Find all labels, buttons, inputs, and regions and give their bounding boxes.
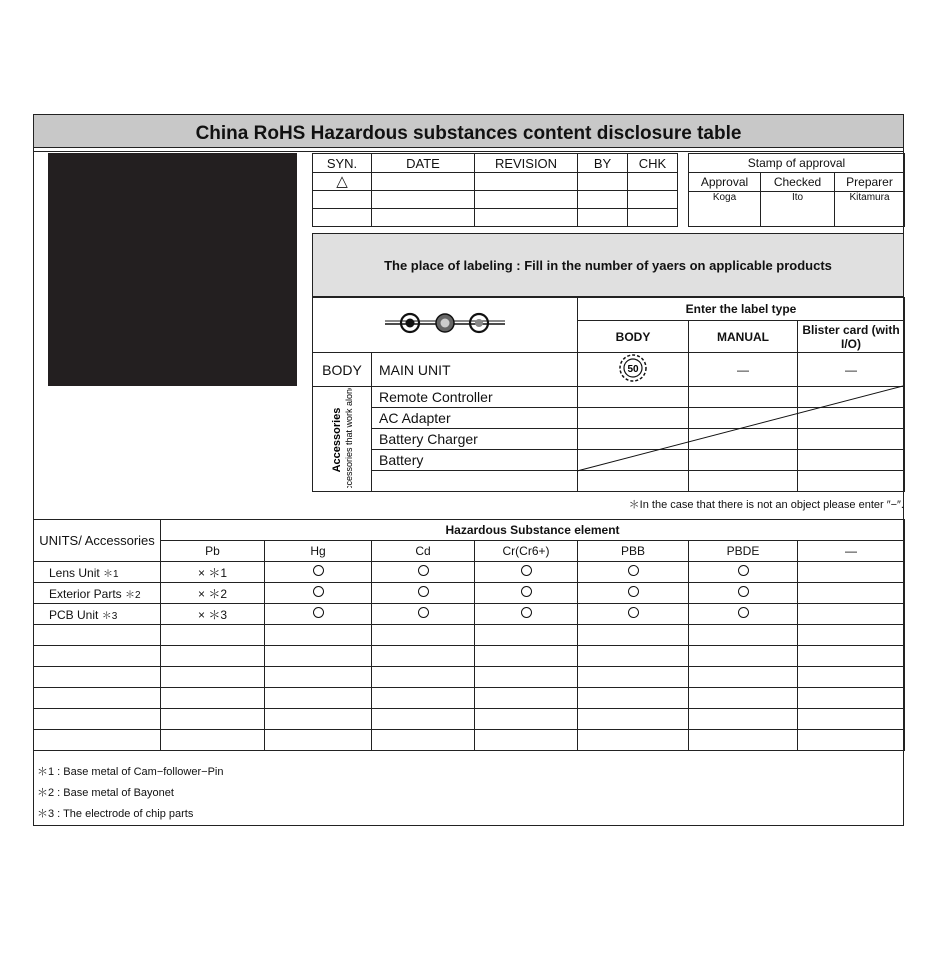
accessory-battery: Battery	[372, 450, 578, 471]
col-cr: Cr(Cr6+)	[475, 541, 578, 562]
epup-5-icon	[470, 314, 488, 332]
body-label-cell	[578, 353, 689, 387]
col-pbde: PBDE	[689, 541, 798, 562]
units-header: UNITS/ Accessories	[34, 520, 161, 562]
main-unit-label: MAIN UNIT	[372, 353, 578, 387]
page-title: China RoHS Hazardous substances content disclosure table	[33, 114, 904, 148]
circle-icon	[313, 586, 324, 597]
unit-lens-name: Lens Unit	[49, 565, 100, 580]
title-divider	[33, 148, 904, 152]
accessories-title: Accessories	[331, 407, 343, 472]
revision-table	[312, 153, 678, 227]
body-blister-cell: —	[798, 353, 905, 387]
pb-pcb: × ＊3	[161, 604, 265, 625]
table-row	[34, 688, 905, 709]
rev-header-syn: SYN.	[313, 154, 372, 173]
unit-lens-mark: ＊1	[103, 568, 119, 580]
circle-icon	[521, 565, 532, 576]
not-applicable-strike	[576, 385, 904, 473]
stamp-approval-name: Koga	[689, 192, 761, 227]
substance-group-header: Hazardous Substance element	[161, 520, 905, 541]
accessories-group-label	[313, 387, 372, 492]
footnote-3: ＊3 : The electrode of chip parts	[37, 808, 194, 820]
label-col-blister: Blister card (with I/O)	[798, 321, 905, 353]
circle-icon	[628, 586, 639, 597]
circle-icon	[418, 607, 429, 618]
unit-lens	[34, 562, 161, 583]
accessory-blank	[372, 471, 578, 492]
table-row	[34, 562, 905, 583]
stamp-preparer-name: Kitamura	[835, 192, 905, 227]
label-col-manual: MANUAL	[689, 321, 798, 353]
body-manual-cell: —	[689, 353, 798, 387]
col-pb: Pb	[161, 541, 265, 562]
table-row	[34, 604, 905, 625]
col-dash: —	[798, 541, 905, 562]
epup-e-icon	[401, 314, 419, 332]
table-row	[34, 730, 905, 751]
stamp-col-checked: Checked	[761, 173, 835, 192]
circle-icon	[521, 586, 532, 597]
col-pbb: PBB	[578, 541, 689, 562]
rev-header-chk: CHK	[628, 154, 678, 173]
labeling-instruction: The place of labeling : Fill in the number of yaers on applicable products	[312, 233, 904, 297]
revision-row	[313, 173, 678, 191]
footnote-1: ＊1 : Base metal of Cam−follower−Pin	[37, 766, 224, 778]
rev-header-by: BY	[578, 154, 628, 173]
pb-exterior: × ＊2	[161, 583, 265, 604]
revision-row	[313, 209, 678, 227]
epup-10-icon	[436, 314, 454, 332]
unit-pcb-name: PCB Unit	[49, 607, 99, 622]
label-type-header: Enter the label type	[578, 298, 905, 321]
circle-icon	[521, 607, 532, 618]
table-row	[34, 646, 905, 667]
stamp-title: Stamp of approval	[689, 154, 905, 173]
footnote-2: ＊2 : Base metal of Bayonet	[37, 787, 174, 799]
rev-header-revision: REVISION	[475, 154, 578, 173]
circle-icon	[738, 607, 749, 618]
stamp-of-approval	[688, 153, 905, 227]
revision-row	[313, 191, 678, 209]
accessories-subtitle: (Accessories that work alone)	[344, 387, 354, 488]
unit-exterior-mark: ＊2	[125, 589, 141, 601]
table-row	[34, 583, 905, 604]
circle-icon	[628, 607, 639, 618]
unit-exterior-name: Exterior Parts	[49, 586, 122, 601]
table-row	[34, 709, 905, 730]
circle-icon	[418, 565, 429, 576]
accessory-remote-controller: Remote Controller	[372, 387, 578, 408]
circle-icon	[313, 565, 324, 576]
col-cd: Cd	[372, 541, 475, 562]
accessories-vertical-label	[322, 388, 362, 488]
unit-pcb	[34, 604, 161, 625]
stamp-col-approval: Approval	[689, 173, 761, 192]
body-group-label: BODY	[313, 353, 372, 387]
epup-50-text: 50	[627, 364, 639, 375]
circle-icon	[628, 565, 639, 576]
product-photo-placeholder	[48, 153, 297, 386]
table-row	[34, 667, 905, 688]
rev-header-date: DATE	[372, 154, 475, 173]
epup-logo-row	[380, 311, 510, 337]
stamp-checked-name: Ito	[761, 192, 835, 227]
unit-exterior	[34, 583, 161, 604]
col-hg: Hg	[265, 541, 372, 562]
circle-icon	[738, 586, 749, 597]
epup-50-icon	[615, 353, 651, 383]
circle-icon	[418, 586, 429, 597]
label-col-body: BODY	[578, 321, 689, 353]
accessory-battery-charger: Battery Charger	[372, 429, 578, 450]
pb-lens: × ＊1	[161, 562, 265, 583]
circle-icon	[738, 565, 749, 576]
not-applicable-note: ＊In the case that there is not an object please enter ″−″.	[628, 499, 904, 511]
circle-icon	[313, 607, 324, 618]
epup-logo-group	[313, 298, 578, 353]
table-row	[34, 625, 905, 646]
unit-pcb-mark: ＊3	[101, 610, 118, 622]
triangle-icon: △	[313, 173, 372, 191]
stamp-col-preparer: Preparer	[835, 173, 905, 192]
accessory-ac-adapter: AC Adapter	[372, 408, 578, 429]
hazardous-substance-table	[33, 519, 905, 751]
